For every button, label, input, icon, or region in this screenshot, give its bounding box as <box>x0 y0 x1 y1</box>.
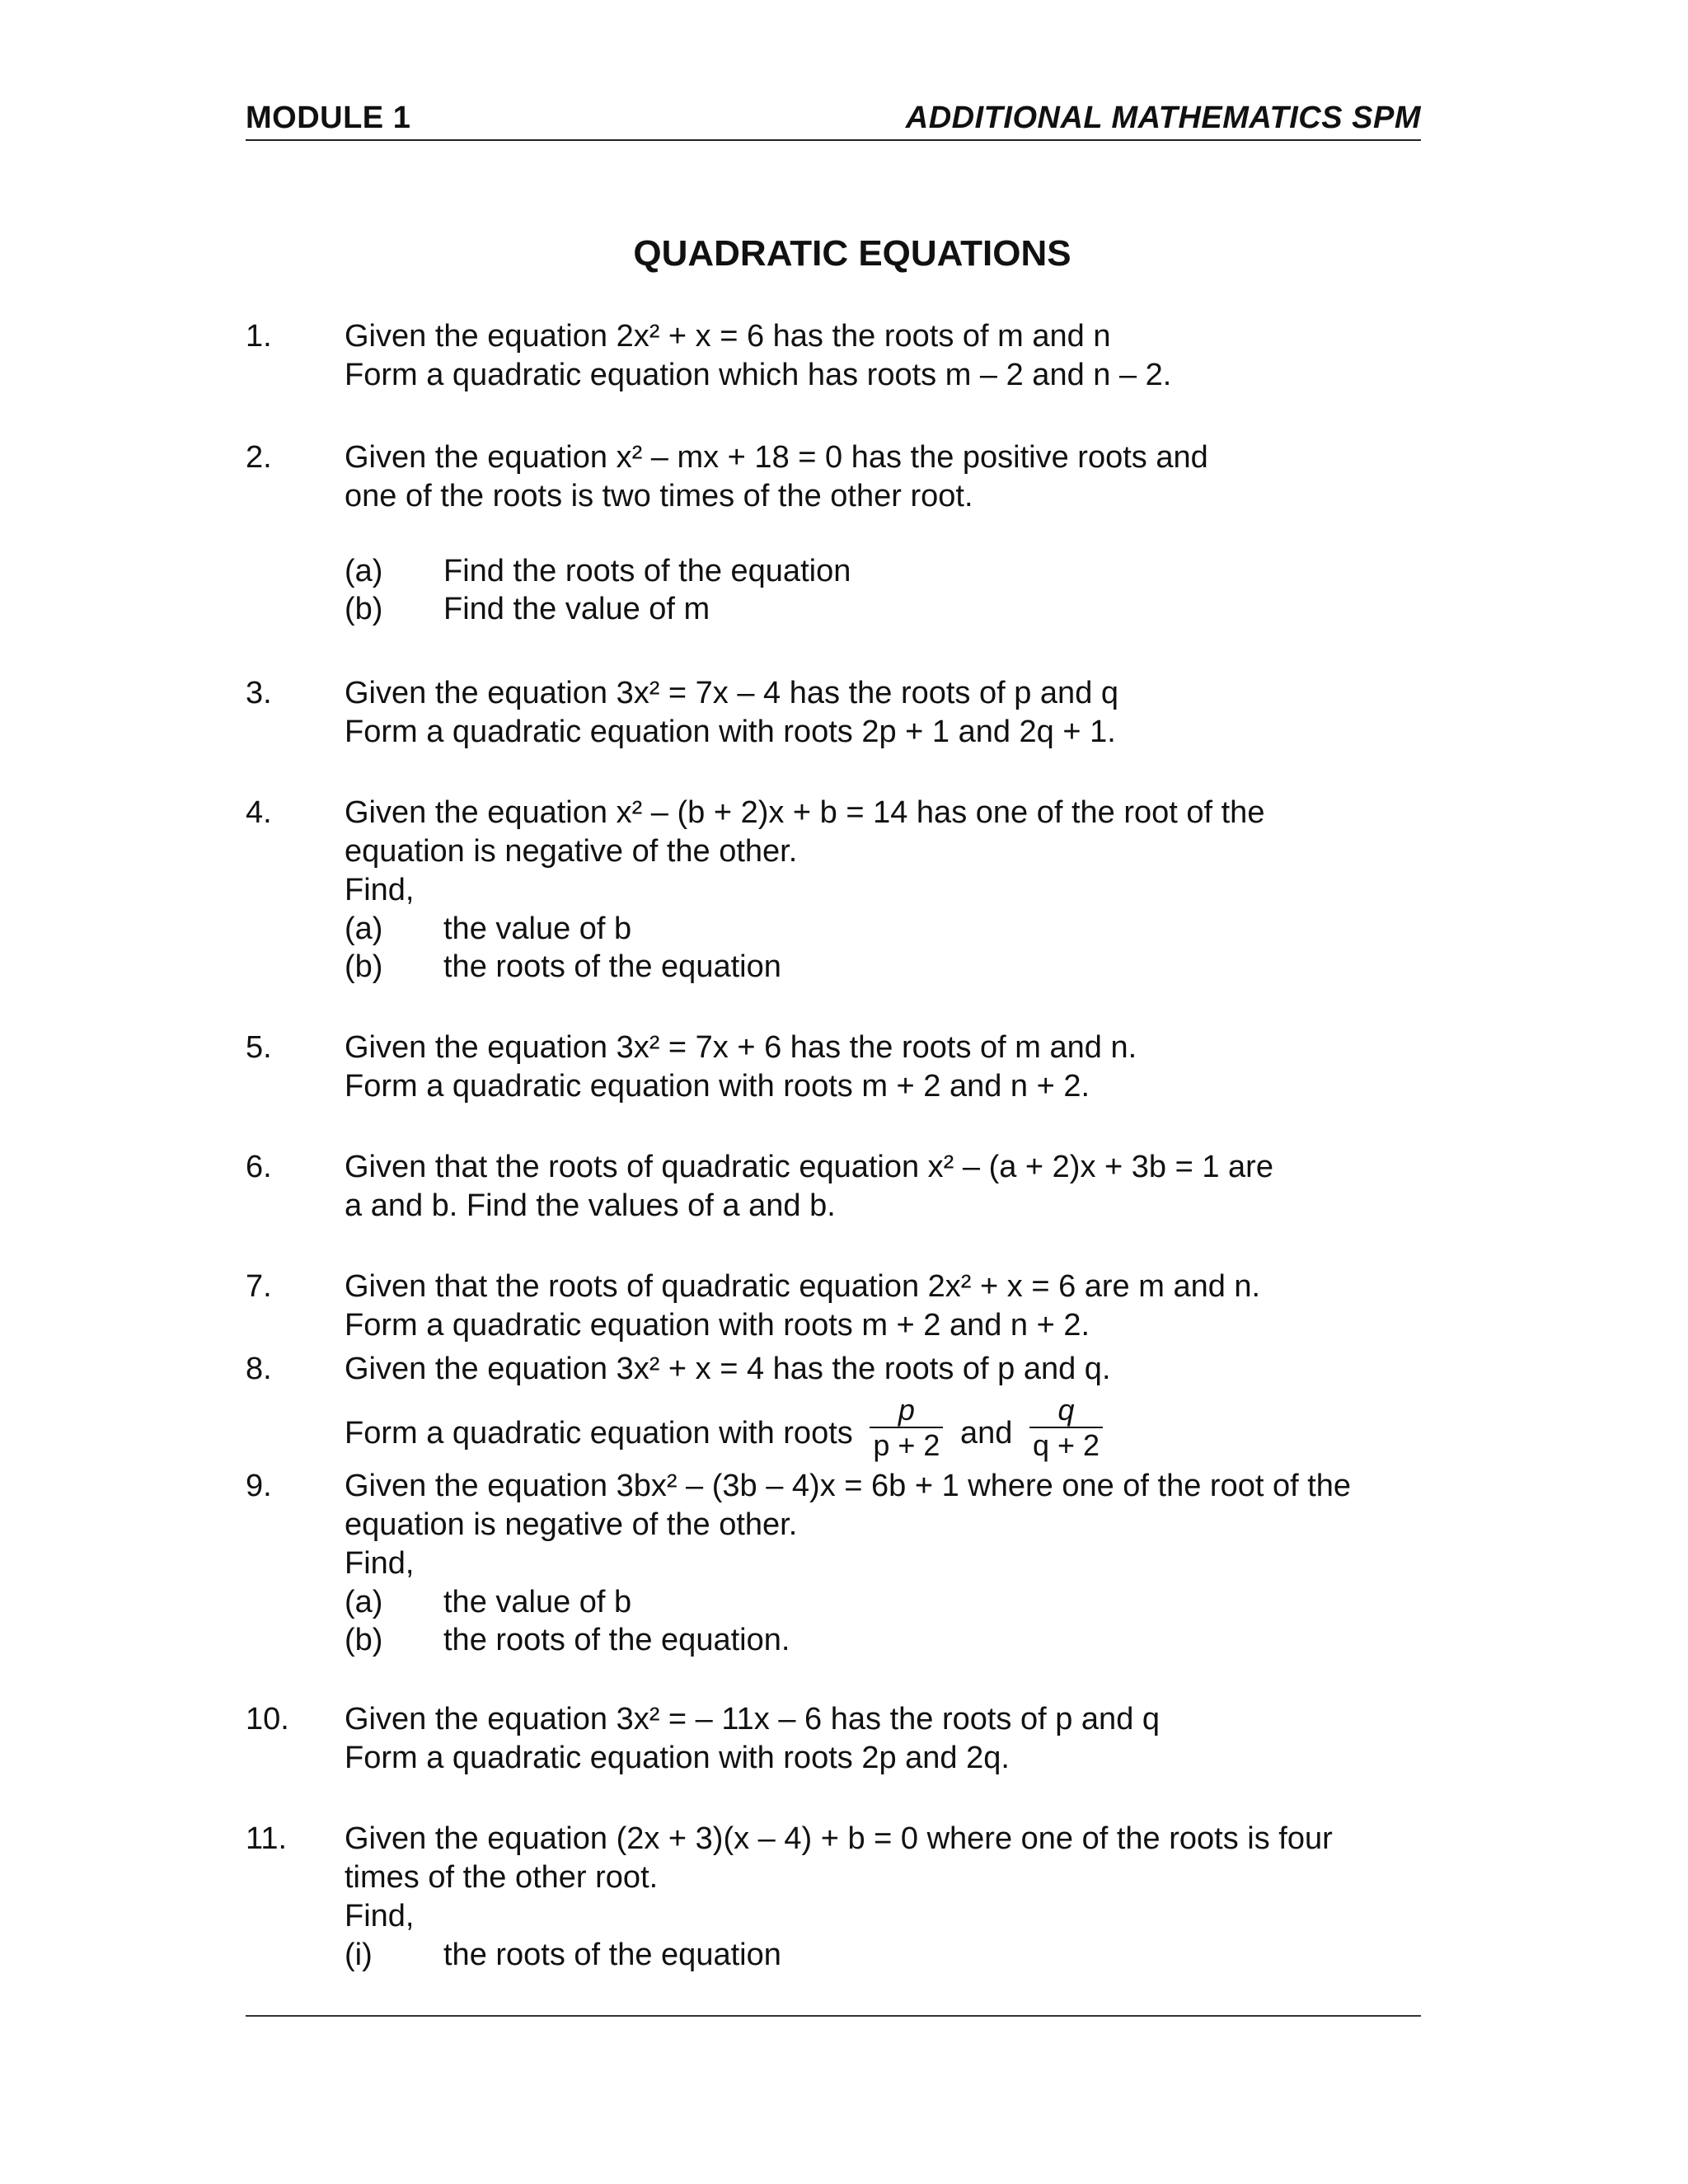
sub-part-label: (b) <box>345 1623 383 1657</box>
module-label: MODULE 1 <box>246 101 411 135</box>
page-title: QUADRATIC EQUATIONS <box>633 233 1071 274</box>
question-line: Given the equation 3x² + x = 4 has the roots of p and q. <box>345 1352 1111 1386</box>
sub-part-text: the value of b <box>443 912 632 946</box>
fraction-denominator: q + 2 <box>1029 1427 1103 1463</box>
question-line: Form a quadratic equation which has roots m – 2 and n – 2. <box>345 358 1172 392</box>
question-number: 8. <box>246 1352 272 1386</box>
fraction-numerator: q <box>1057 1393 1075 1427</box>
question-line: Given the equation 2x² + x = 6 has the roots of m and n <box>345 319 1111 354</box>
question-text <box>345 438 1424 628</box>
question-text <box>345 674 1424 752</box>
sub-part-text: Find the value of m <box>443 592 710 626</box>
question-line: Form a quadratic equation with roots m + 2 and n + 2. <box>345 1308 1090 1343</box>
sub-part <box>345 910 1424 948</box>
sub-part <box>345 590 1424 628</box>
question-line: Given the equation 3x² = – 11x – 6 has the roots of p and q <box>345 1702 1160 1736</box>
question-number: 4. <box>246 795 272 830</box>
question-line: Find, <box>345 873 415 907</box>
question-line: Find, <box>345 1546 415 1581</box>
footer-divider <box>246 2015 1421 2017</box>
question-text <box>345 1700 1424 1778</box>
sub-part-label: (b) <box>345 592 383 626</box>
question-text <box>345 794 1424 986</box>
question-text <box>345 317 1424 395</box>
sub-part-label: (b) <box>345 949 383 984</box>
question-text <box>345 1148 1424 1226</box>
fraction-p <box>870 1394 943 1463</box>
question-line: Form a quadratic equation with roots <box>345 1416 853 1451</box>
sub-part-text: Find the roots of the equation <box>443 554 851 588</box>
question-line-with-fractions <box>345 1389 1424 1466</box>
question-line: Form a quadratic equation with roots 2p and 2q. <box>345 1741 1010 1775</box>
sub-part-label: (a) <box>345 554 383 588</box>
question-text <box>345 1350 1424 1466</box>
question-number: 10. <box>246 1702 289 1736</box>
question-line: Given the equation (2x + 3)(x – 4) + b = 0 where one of the roots is four <box>345 1821 1333 1856</box>
fraction-q <box>1029 1394 1103 1463</box>
question-line: equation is negative of the other. <box>345 834 798 869</box>
question-number: 1. <box>246 319 272 354</box>
question-line: times of the other root. <box>345 1860 659 1895</box>
subject-label: ADDITIONAL MATHEMATICS SPM <box>905 101 1421 135</box>
sub-part <box>345 1621 1424 1659</box>
question-number: 2. <box>246 440 272 475</box>
fraction-denominator: p + 2 <box>870 1427 943 1463</box>
question-line: Given that the roots of quadratic equation x² – (a + 2)x + 3b = 1 are <box>345 1150 1273 1184</box>
question-text <box>345 1820 1424 1974</box>
question-line: Given the equation 3bx² – (3b – 4)x = 6b + 1 where one of the root of the <box>345 1469 1352 1503</box>
question-number: 7. <box>246 1269 272 1304</box>
question-text <box>345 1029 1424 1106</box>
sub-part-text: the roots of the equation <box>443 1938 781 1972</box>
page-header <box>246 96 1421 141</box>
sub-part-text: the value of b <box>443 1585 632 1619</box>
sub-part <box>345 948 1424 986</box>
question-line: a and b. Find the values of a and b. <box>345 1188 836 1223</box>
sub-part <box>345 552 1424 590</box>
sub-part-label: (i) <box>345 1938 373 1972</box>
sub-part-text: the roots of the equation. <box>443 1623 790 1657</box>
fraction-numerator: p <box>898 1393 915 1427</box>
question-text <box>345 1467 1424 1659</box>
question-line: Form a quadratic equation with roots 2p + 1 and 2q + 1. <box>345 715 1116 749</box>
question-line: one of the roots is two times of the other root. <box>345 479 973 513</box>
connector-text: and <box>959 1416 1013 1451</box>
question-line: Given that the roots of quadratic equation 2x² + x = 6 are m and n. <box>345 1269 1261 1304</box>
question-number: 9. <box>246 1469 272 1503</box>
sub-part-text: the roots of the equation <box>443 949 781 984</box>
question-line: Given the equation 3x² = 7x – 4 has the roots of p and q <box>345 676 1119 710</box>
question-line: Form a quadratic equation with roots m + 2 and n + 2. <box>345 1069 1090 1104</box>
question-number: 6. <box>246 1150 272 1184</box>
question-text <box>345 1268 1424 1345</box>
question-line: Given the equation x² – mx + 18 = 0 has the positive roots and <box>345 440 1208 475</box>
question-line: equation is negative of the other. <box>345 1507 798 1542</box>
question-number: 5. <box>246 1030 272 1065</box>
sub-part-label: (a) <box>345 1585 383 1619</box>
question-number: 11. <box>246 1821 288 1856</box>
question-line: Given the equation 3x² = 7x + 6 has the roots of m and n. <box>345 1030 1137 1065</box>
question-number: 3. <box>246 676 272 710</box>
sub-part <box>345 1936 1424 1974</box>
sub-part <box>345 1583 1424 1621</box>
question-line: Find, <box>345 1899 415 1933</box>
question-line: Given the equation x² – (b + 2)x + b = 14 has one of the root of the <box>345 795 1265 830</box>
sub-part-label: (a) <box>345 912 383 946</box>
